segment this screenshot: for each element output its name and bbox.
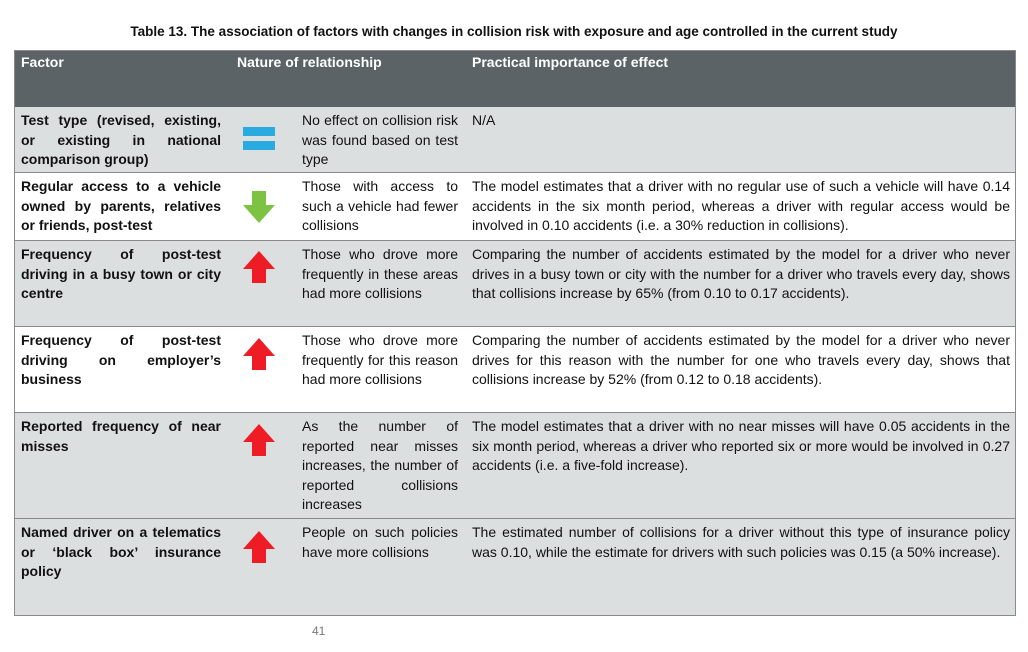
row-effect: The model estimates that a driver with no regular use of such a vehicle will have 0.14 accidents in the six month period, whereas a driver with regular access would be involved in 0.10 accidents (i.e. a 30% reduction in collisions). — [472, 178, 1010, 233]
table-row — [15, 107, 1015, 173]
header-factor: Factor — [21, 54, 64, 70]
row-effect: N/A — [472, 112, 496, 128]
table-row — [15, 173, 1015, 241]
row-nature: People on such policies have more collisions — [302, 524, 458, 560]
row-nature: As the number of reported near misses increases, the number of reported collisions increases — [302, 418, 458, 512]
row-effect: Comparing the number of accidents estimated by the model for a driver who never drives in a busy town or city with the number for a driver who travels every day, shows that collisions increase by 65% (from 0.10 to 0.17 accidents). — [472, 246, 1010, 301]
header-effect: Practical importance of effect — [472, 54, 669, 70]
equals-icon — [241, 125, 281, 165]
table-row — [15, 413, 1015, 519]
arrow-up-icon — [241, 529, 281, 569]
row-nature: Those who drove more frequently in these areas had more collisions — [302, 246, 458, 301]
header-nature: Nature of relationship — [237, 54, 382, 70]
row-effect: The model estimates that a driver with no near misses will have 0.05 accidents in the six month period, whereas a driver who reported six or more would be involved in 0.27 accidents (i.e. a five-fold increase). — [472, 418, 1010, 473]
arrow-up-icon — [241, 249, 281, 289]
table-row — [15, 327, 1015, 413]
table-caption: Table 13. The association of factors with changes in collision risk with exposure and age controlled in the current study — [130, 24, 898, 39]
row-factor: Regular access to a vehicle owned by parents, relatives or friends, post-test — [21, 178, 221, 233]
arrow-up-icon — [241, 336, 281, 376]
factors-table — [14, 50, 1016, 616]
row-nature: No effect on collision risk was found based on test type — [302, 112, 458, 167]
row-nature: Those who drove more frequently for this reason had more collisions — [302, 332, 458, 387]
row-factor: Test type (revised, existing, or existing in national comparison group) — [21, 112, 221, 167]
table-header — [15, 51, 1015, 107]
row-effect: Comparing the number of accidents estimated by the model for a driver who never drives for this reason with the number for one who travels every day, shows that collisions increase by 52% (from 0.12 to 0.18 accidents). — [472, 332, 1010, 387]
row-effect: The estimated number of collisions for a driver without this type of insurance policy was 0.10, while the estimate for drivers with such policies was 0.15 (a 50% increase). — [472, 524, 1010, 560]
row-factor: Frequency of post-test driving in a busy town or city centre — [21, 246, 221, 301]
arrow-up-icon — [241, 422, 281, 462]
row-factor: Frequency of post-test driving on employer’s business — [21, 332, 221, 387]
page-number: 41 — [312, 624, 326, 638]
table-row — [15, 241, 1015, 327]
table-row — [15, 519, 1015, 615]
arrow-down-icon — [241, 189, 281, 229]
row-nature: Those with access to such a vehicle had fewer collisions — [302, 178, 458, 233]
row-factor: Reported frequency of near misses — [21, 418, 221, 454]
row-factor: Named driver on a telematics or ‘black box’ insurance policy — [21, 524, 221, 579]
